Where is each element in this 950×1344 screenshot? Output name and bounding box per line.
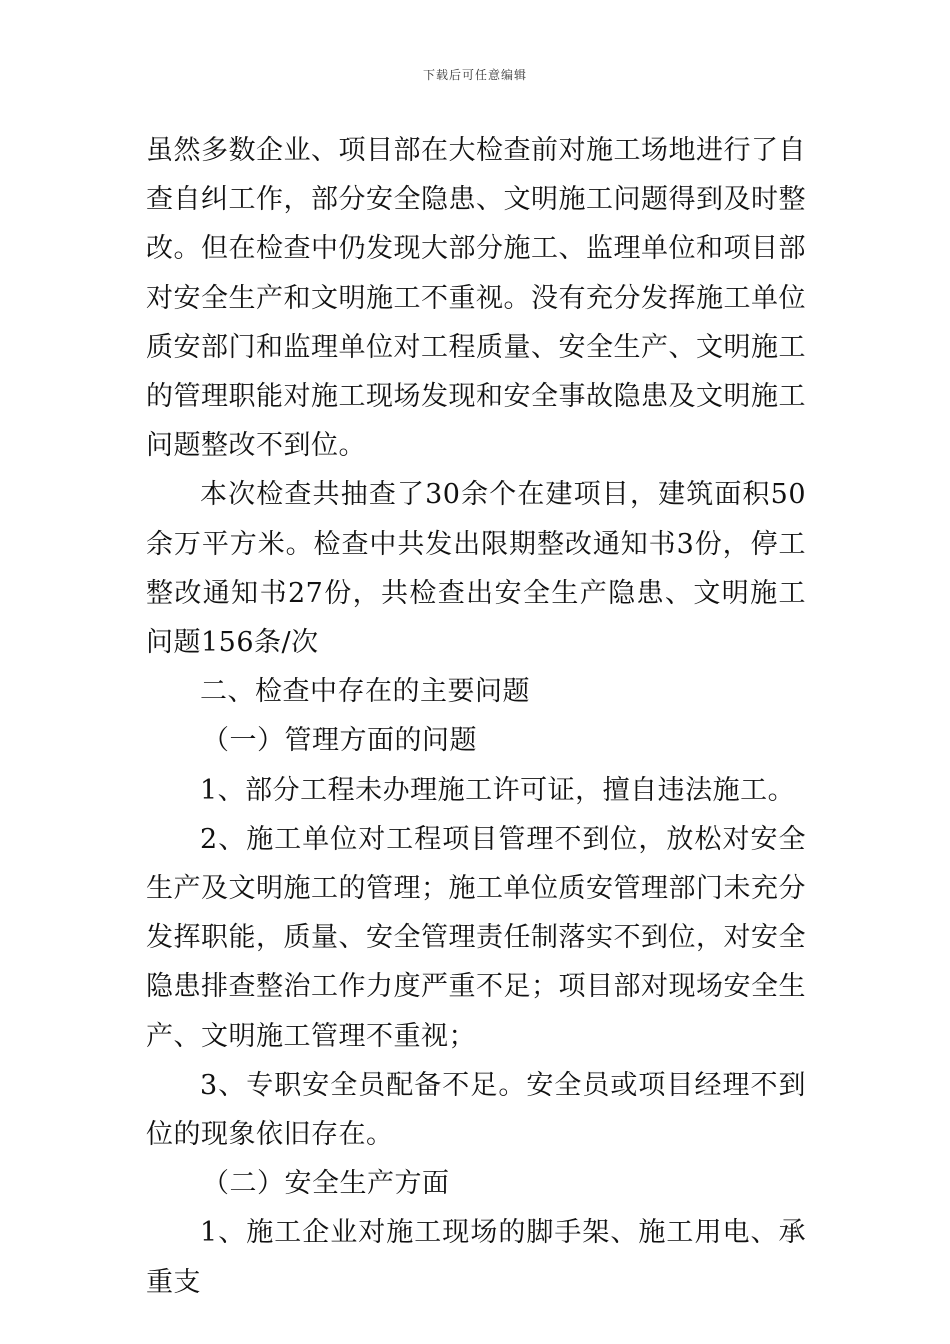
list-item-2: 2、施工单位对工程项目管理不到位，放松对安全生产及文明施工的管理；施工单位质安管理部门未充分发挥职能，质量、安全管理责任制落实不到位，对安全隐患排查整治工作力度严重不足；项目部对现场安全生产、文明施工管理不重视； bbox=[146, 823, 806, 1052]
list-item-3: 3、专职安全员配备不足。安全员或项目经理不到位的现象依旧存在。 bbox=[146, 1069, 806, 1151]
list-item-1: 1、部分工程未办理施工许可证，擅自违法施工。 bbox=[200, 774, 796, 806]
subsection-heading-management: （一）管理方面的问题 bbox=[202, 725, 477, 757]
paragraph-intro: 虽然多数企业、项目部在大检查前对施工场地进行了自查自纠工作，部分安全隐患、文明施工问题得到及时整改。但在检查中仍发现大部分施工、监理单位和项目部对安全生产和文明施工不重视。没有充分发挥施工单位质安部门和监理单位对工程质量、安全生产、文明施工的管理职能对施工现场发现和安全事故隐患及文明施工问题整改不到位。 bbox=[146, 135, 806, 462]
paragraph-statistics: 本次检查共抽查了30余个在建项目，建筑面积50余万平方米。检查中共发出限期整改通知书3份，停工整改通知书27份，共检查出安全生产隐患、文明施工问题156条/次 bbox=[146, 479, 806, 659]
section-heading-main-problems: 二、检查中存在的主要问题 bbox=[200, 676, 530, 708]
document-body bbox=[146, 126, 806, 1307]
subsection-heading-safety: （二）安全生产方面 bbox=[202, 1168, 450, 1200]
header-note: 下载后可任意编辑 bbox=[422, 68, 527, 82]
list-item-safety-1: 1、施工企业对施工现场的脚手架、施工用电、承重支 bbox=[146, 1217, 806, 1298]
